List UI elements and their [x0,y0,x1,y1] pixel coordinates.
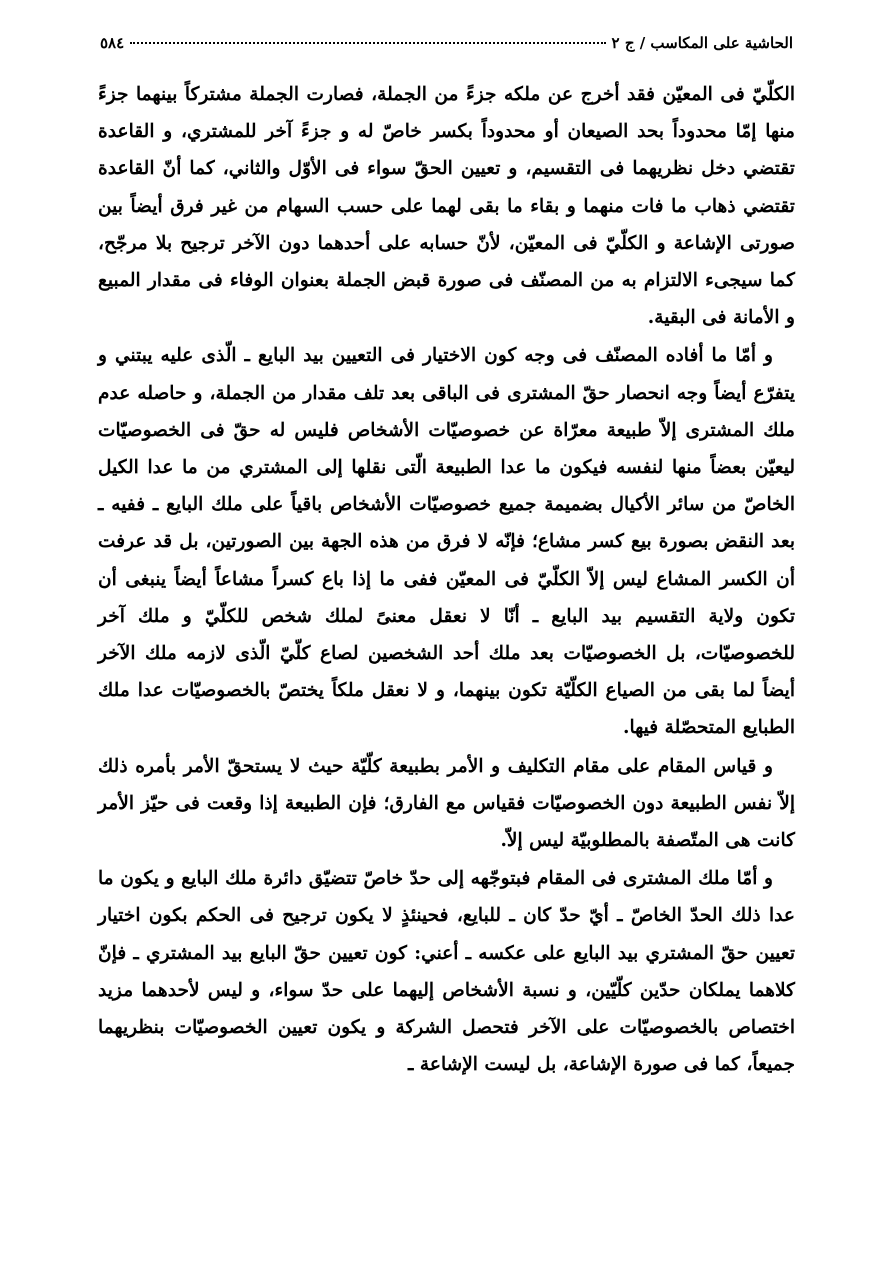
paragraph: و أمّا ما أفاده المصنّف فى وجه كون الاختيار فى التعيين بيد البايع ـ الّذى عليه يبتني و يتفرّع أيضاً وجه انحصار حقّ المشترى فى الباقى بعد تلف مقدار من الجملة، و حاصله عدم ملك المشترى إلاّ طبيعة معرّاة عن خصوصيّات الأشخاص فليس له حقّ فى الخصوصيّات ليعيّن بعضاً منها لنفسه فيكون ما عدا الطبيعة الّتى نقلها إلى المشتري من ما عدا الكيل الخاصّ من سائر الأكيال بضميمة جميع خصوصيّات الأشخاص باقياً على ملك البايع ـ ففيه ـ بعد النقض بصورة بيع كسر مشاع؛ فإنّه لا فرق من هذه الجهة بين الصورتين، بل قد عرفت أن الكسر المشاع ليس إلاّ الكلّيّ فى المعيّن ففى ما إذا باع كسراً مشاعاً أيضاً ينبغى أن تكون ولاية التقسيم بيد البايع ـ أنّا لا نعقل معنىً لملك شخص للكلّيّ و ملك آخر للخصوصيّات، بل الخصوصيّات بعد ملك أحد الشخصين لصاع كلّيّ الّذى لازمه ملك الآخر أيضاً لما بقى من الصياع الكلّيّة تكون بينهما، و لا نعقل ملكاً يختصّ بالخصوصيّات عدا ملك الطبايع المتحصّلة فيها. [98,345,795,739]
running-header [100,34,793,60]
paragraph-continuation: الكلّيّ فى المعيّن فقد أخرج عن ملكه جزءً من الجملة، فصارت الجملة مشتركاً بينهما جزءً منها إمّا محدوداً بحد الصيعان أو محدوداً بكسر خاصّ له و جزءً آخر للمشتري، و القاعدة تقتضي دخل نظريهما فى التقسيم، و تعيين الحقّ سواء فى الأوّل والثاني، كما أنّ القاعدة تقتضي ذهاب ما فات منهما و بقاء ما بقى لهما على حسب السهام من غير فرق أيضاً بين صورتى الإشاعة و الكلّيّ فى المعيّن، لأنّ حسابه على أحدهما دون الآخر ترجيح بلا مرجّح، كما سيجىء الالتزام به من المصنّف فى صورة قبض الجملة بعنوان الوفاء فى مقدار المبيع و الأمانة فى البقية. [98,84,795,329]
paragraph: و قياس المقام على مقام التكليف و الأمر بطبيعة كلّيّة حيث لا يستحقّ الأمر بأمره ذلك إلاّ نفس الطبيعة دون الخصوصيّات فقياس مع الفارق؛ فإن الطبيعة إذا وقعت فى حيّز الأمر كانت هى المتّصفة بالمطلوبيّة ليس إلاّ. [98,755,795,852]
dot-leader [130,42,605,44]
page-number: ٥٨٤ [100,34,125,52]
book-title: الحاشية على المكاسب / ج ٢ [611,34,793,52]
paragraph: و أمّا ملك المشترى فى المقام فبتوجّهه إلى حدّ خاصّ تتضيّق دائرة ملك البايع و يكون ما عدا ذلك الحدّ الخاصّ ـ أيّ حدّ كان ـ للبايع، فحينئذٍ لا يكون ترجيح فى الحكم بكون اختيار تعيين حقّ المشتري بيد البايع على عكسه ـ أعني: كون تعيين حقّ البايع بيد المشتري ـ فإنّ كلاهما يملكان حدّين كلّيّين، و نسبة الأشخاص إليهما على حدّ سواء، و ليس لأحدهما مزيد اختصاص بالخصوصيّات على الآخر فتحصل الشركة و يكون تعيين الخصوصيّات بنظريهما جميعاً، كما فى صورة الإشاعة، بل ليست الإشاعة ـ [98,868,795,1076]
body-text [98,76,795,1083]
